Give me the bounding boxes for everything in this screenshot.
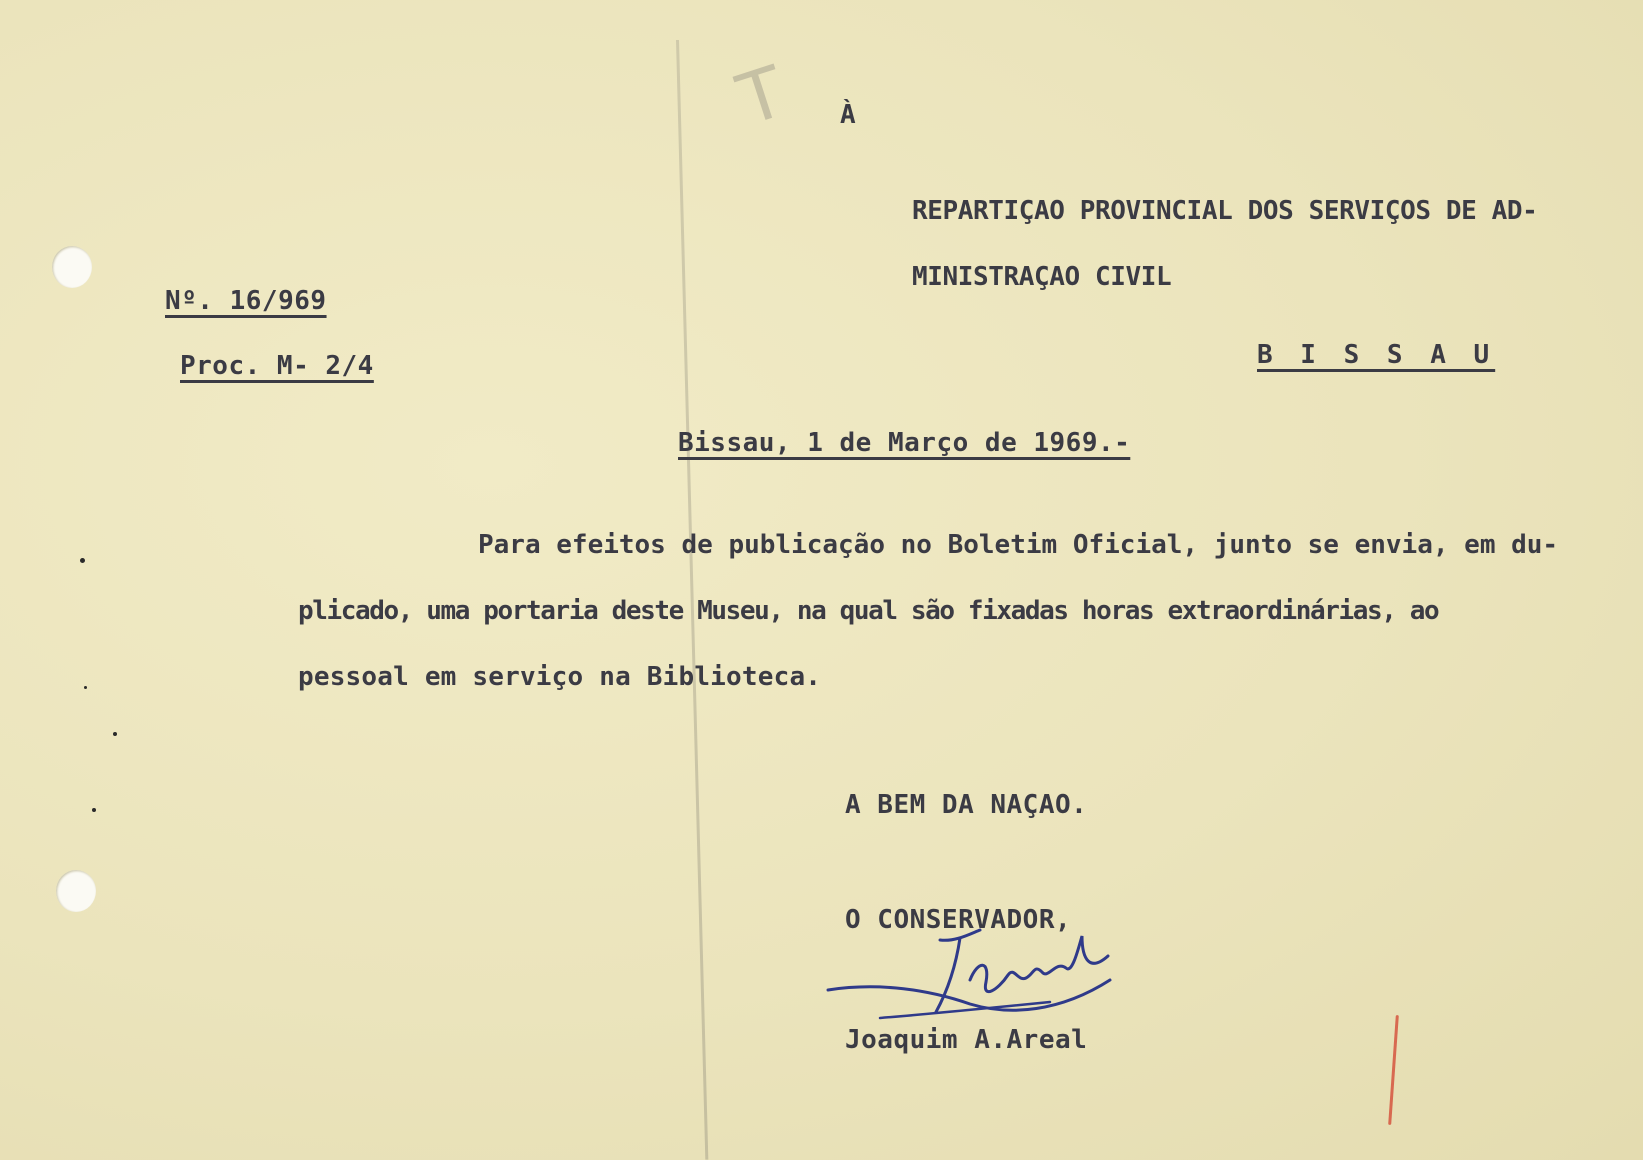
destination-city: B I S S A U <box>1257 340 1496 370</box>
ink-speck <box>84 686 87 689</box>
ink-speck <box>80 558 85 563</box>
signatory-name: Joaquim A.Areal <box>845 1025 1088 1055</box>
ink-speck <box>113 732 117 736</box>
handwritten-signature <box>820 920 1130 1040</box>
pencil-marks: T <box>728 50 795 142</box>
process-number: Proc. M- 2/4 <box>180 351 374 381</box>
recipient-line-2: MINISTRAÇAO CIVIL <box>912 262 1172 292</box>
punch-hole-bottom <box>56 870 96 912</box>
date-line: Bissau, 1 de Março de 1969.- <box>678 428 1131 458</box>
signatory-title: O CONSERVADOR, <box>845 905 1072 935</box>
body-line-3: pessoal em serviço na Biblioteca. <box>298 662 822 692</box>
red-pencil-mark <box>1388 1015 1399 1125</box>
recipient-line-1: REPARTIÇAO PROVINCIAL DOS SERVIÇOS DE AD- <box>912 196 1538 226</box>
body-line-1: Para efeitos de publicação no Boletim Oficial, junto se envia, em du- <box>478 530 1559 560</box>
closing-salutation: A BEM DA NAÇAO. <box>845 790 1088 820</box>
accent-mark: À <box>840 100 857 130</box>
body-line-2: plicado, uma portaria deste Museu, na qual são fixadas horas extraordinárias, ao <box>298 596 1439 626</box>
ink-speck <box>92 808 96 812</box>
reference-number: Nº. 16/969 <box>165 286 327 316</box>
punch-hole-top <box>52 246 92 288</box>
